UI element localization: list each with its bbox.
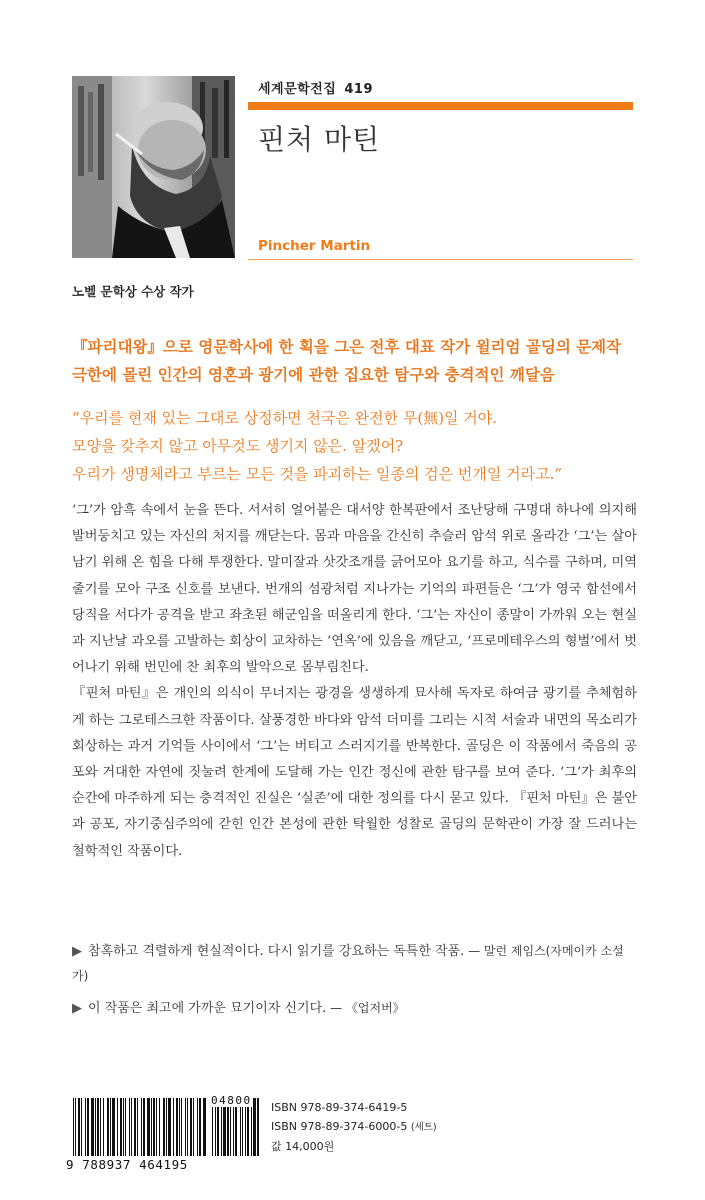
barcode-bar [131, 1098, 132, 1156]
barcode-bar [134, 1098, 136, 1156]
barcode-bar [253, 1098, 256, 1156]
barcode-bar [185, 1098, 186, 1156]
review-source: — 《업저버》 [326, 1001, 405, 1015]
featured-quote [72, 404, 652, 488]
barcode-bar [107, 1098, 109, 1156]
lead-line: 극한에 몰린 인간의 영혼과 광기에 관한 집요한 탐구와 충격적인 깨달음 [72, 366, 555, 384]
barcode-bar [91, 1098, 94, 1156]
barcode [72, 1098, 207, 1156]
barcode-bar [95, 1098, 96, 1156]
quote-line: 우리가 생명체라고 부르는 모든 것을 파괴하는 일종의 검은 번개일 거라고.” [72, 465, 563, 483]
barcode-bar [117, 1098, 118, 1156]
barcode-bar [166, 1098, 167, 1156]
series-label [258, 78, 373, 97]
barcode-bar [156, 1098, 157, 1156]
synopsis [72, 498, 637, 865]
barcode-bar [190, 1098, 192, 1156]
barcode-bar [203, 1098, 206, 1156]
barcode-bar [197, 1098, 198, 1156]
series-number: 419 [344, 82, 373, 97]
barcode-bar [73, 1098, 74, 1156]
barcode-bar [176, 1098, 178, 1156]
barcode-bar [129, 1098, 130, 1156]
accent-bar [248, 102, 633, 110]
barcode-bar [187, 1098, 188, 1156]
barcode-addon-digits: 04800 [211, 1094, 252, 1107]
barcode-bar [78, 1098, 80, 1156]
review-text: 이 작품은 최고에 가까운 묘기이자 신기다. [88, 1001, 327, 1016]
lead-text [72, 333, 642, 389]
barcode-bar [103, 1098, 104, 1156]
isbn-line-set [271, 1117, 437, 1137]
barcode-bar [151, 1098, 152, 1156]
author-photo [72, 76, 235, 258]
barcode-bar [159, 1098, 160, 1156]
barcode-bar [81, 1098, 82, 1156]
review-item [72, 996, 637, 1021]
series-name: 세계문학전집 [258, 82, 337, 97]
barcode-bar [257, 1098, 259, 1156]
isbn-line: ISBN 978-89-374-6419-5 [271, 1101, 408, 1114]
review-item [72, 939, 637, 989]
quote-line: “우리를 현재 있는 그대로 상정하면 천국은 완전한 무(無)일 거야. [72, 409, 498, 427]
barcode-bar [123, 1098, 124, 1156]
lead-line: 『파리대왕』으로 영문학사에 한 획을 그은 전후 대표 작가 윌리엄 골딩의 문제작 [72, 338, 622, 356]
barcode-bar [137, 1098, 138, 1156]
barcode-bar [179, 1098, 180, 1156]
book-title-korean: 핀처 마틴 [258, 123, 381, 156]
triangle-bullet-icon: ▶ [72, 1001, 82, 1016]
barcode-bar [125, 1098, 126, 1156]
barcode-bar [100, 1098, 101, 1156]
isbn-block [271, 1098, 437, 1156]
barcode-bar [75, 1098, 76, 1156]
review-text: 참혹하고 격렬하게 현실적이다. 다시 읽기를 강요하는 독특한 작품. [88, 944, 465, 959]
barcode-bar [199, 1098, 201, 1156]
barcode-bar [193, 1098, 194, 1156]
barcode-bar [112, 1098, 115, 1156]
title-divider [248, 259, 633, 260]
price: 값 14,000원 [271, 1140, 335, 1153]
barcode-bar [110, 1098, 111, 1156]
barcode-bar [168, 1098, 171, 1156]
synopsis-paragraph: ‘그’가 암흑 속에서 눈을 뜬다. 서서히 얼어붙은 대서양 한복판에서 조난당해 구명대 하나에 의지해 발버둥치고 있는 자신의 처지를 깨닫는다. 몸과 마음을 간신히 추슬러 암석 위로 올라간 ‘그’는 살아남기 위해 온 힘을 다해 투쟁한다. 말미잘과 삿갓조개를 긁어모아 요기를 하고, 식수를 구하며, 미역 줄기를 모아 구조 신호를 보낸다. 번개의 섬광처럼 지나가는 기억의 파편들은 ‘그’가 영국 함선에서 당직을 서다가 공격을 받고 좌초된 해군임을 떠올리게 한다. ‘그’는 자신이 종말이 가까워 오는 현실과 지난날 과오를 고발하는 회상이 교차하는 ‘연옥’에 있음을 깨닫고, ‘프로메테우스의 형벌’에서 벗어나기 위해 번민에 찬 최후의 발악으로 몸부림친다. [72, 503, 637, 676]
barcode-bar [87, 1098, 89, 1156]
barcode-bar [181, 1098, 182, 1156]
synopsis-paragraph: 『핀처 마틴』은 개인의 의식이 무너지는 광경을 생생하게 묘사해 독자로 하여금 광기를 추체험하게 하는 그로테스크한 작품이다. 살풍경한 바다와 암석 더미를 그리는 시적 서술과 내면의 목소리가 회상하는 과거 기억들 사이에서 ‘그’는 버티고 스러지기를 반복한다. 골딩은 이 작품에서 죽음의 공포와 거대한 자연에 짓눌려 한계에 도달해 가는 인간 정신에 관한 탐구를 보여 준다. ‘그’가 최후의 순간에 마주하게 되는 충격적인 진실은 ‘실존’에 대한 정의를 다시 묻고 있다. 『핀처 마틴』은 불안과 공포, 자기중심주의에 갇힌 인간 본성에 관한 탁월한 성찰로 골딩의 문학관이 가장 잘 드러나는 철학적인 작품이다. [72, 686, 637, 859]
barcode-bar [141, 1098, 142, 1156]
isbn-set-number: ISBN 978-89-374-6000-5 [271, 1120, 408, 1133]
quote-line: 모양을 갖추지 않고 아무것도 생기지 않은. 알겠어? [72, 437, 404, 455]
barcode-digits: 9 788937 464195 [66, 1157, 188, 1172]
isbn-set-label: (세트) [410, 1122, 437, 1133]
barcode-bar [147, 1098, 150, 1156]
triangle-bullet-icon: ▶ [72, 944, 82, 959]
barcode-bar [153, 1098, 155, 1156]
barcode-bar [163, 1098, 165, 1156]
barcode-bar [97, 1098, 99, 1156]
barcode-bar [143, 1098, 145, 1156]
book-title-english: Pincher Martin [258, 238, 371, 254]
barcode-bar [173, 1098, 174, 1156]
review-source: — 말런 제임스(자메이카 소설가) [72, 944, 624, 983]
barcode-bar [120, 1098, 122, 1156]
barcode-bar [85, 1098, 86, 1156]
award-label: 노벨 문학상 수상 작가 [72, 284, 194, 299]
